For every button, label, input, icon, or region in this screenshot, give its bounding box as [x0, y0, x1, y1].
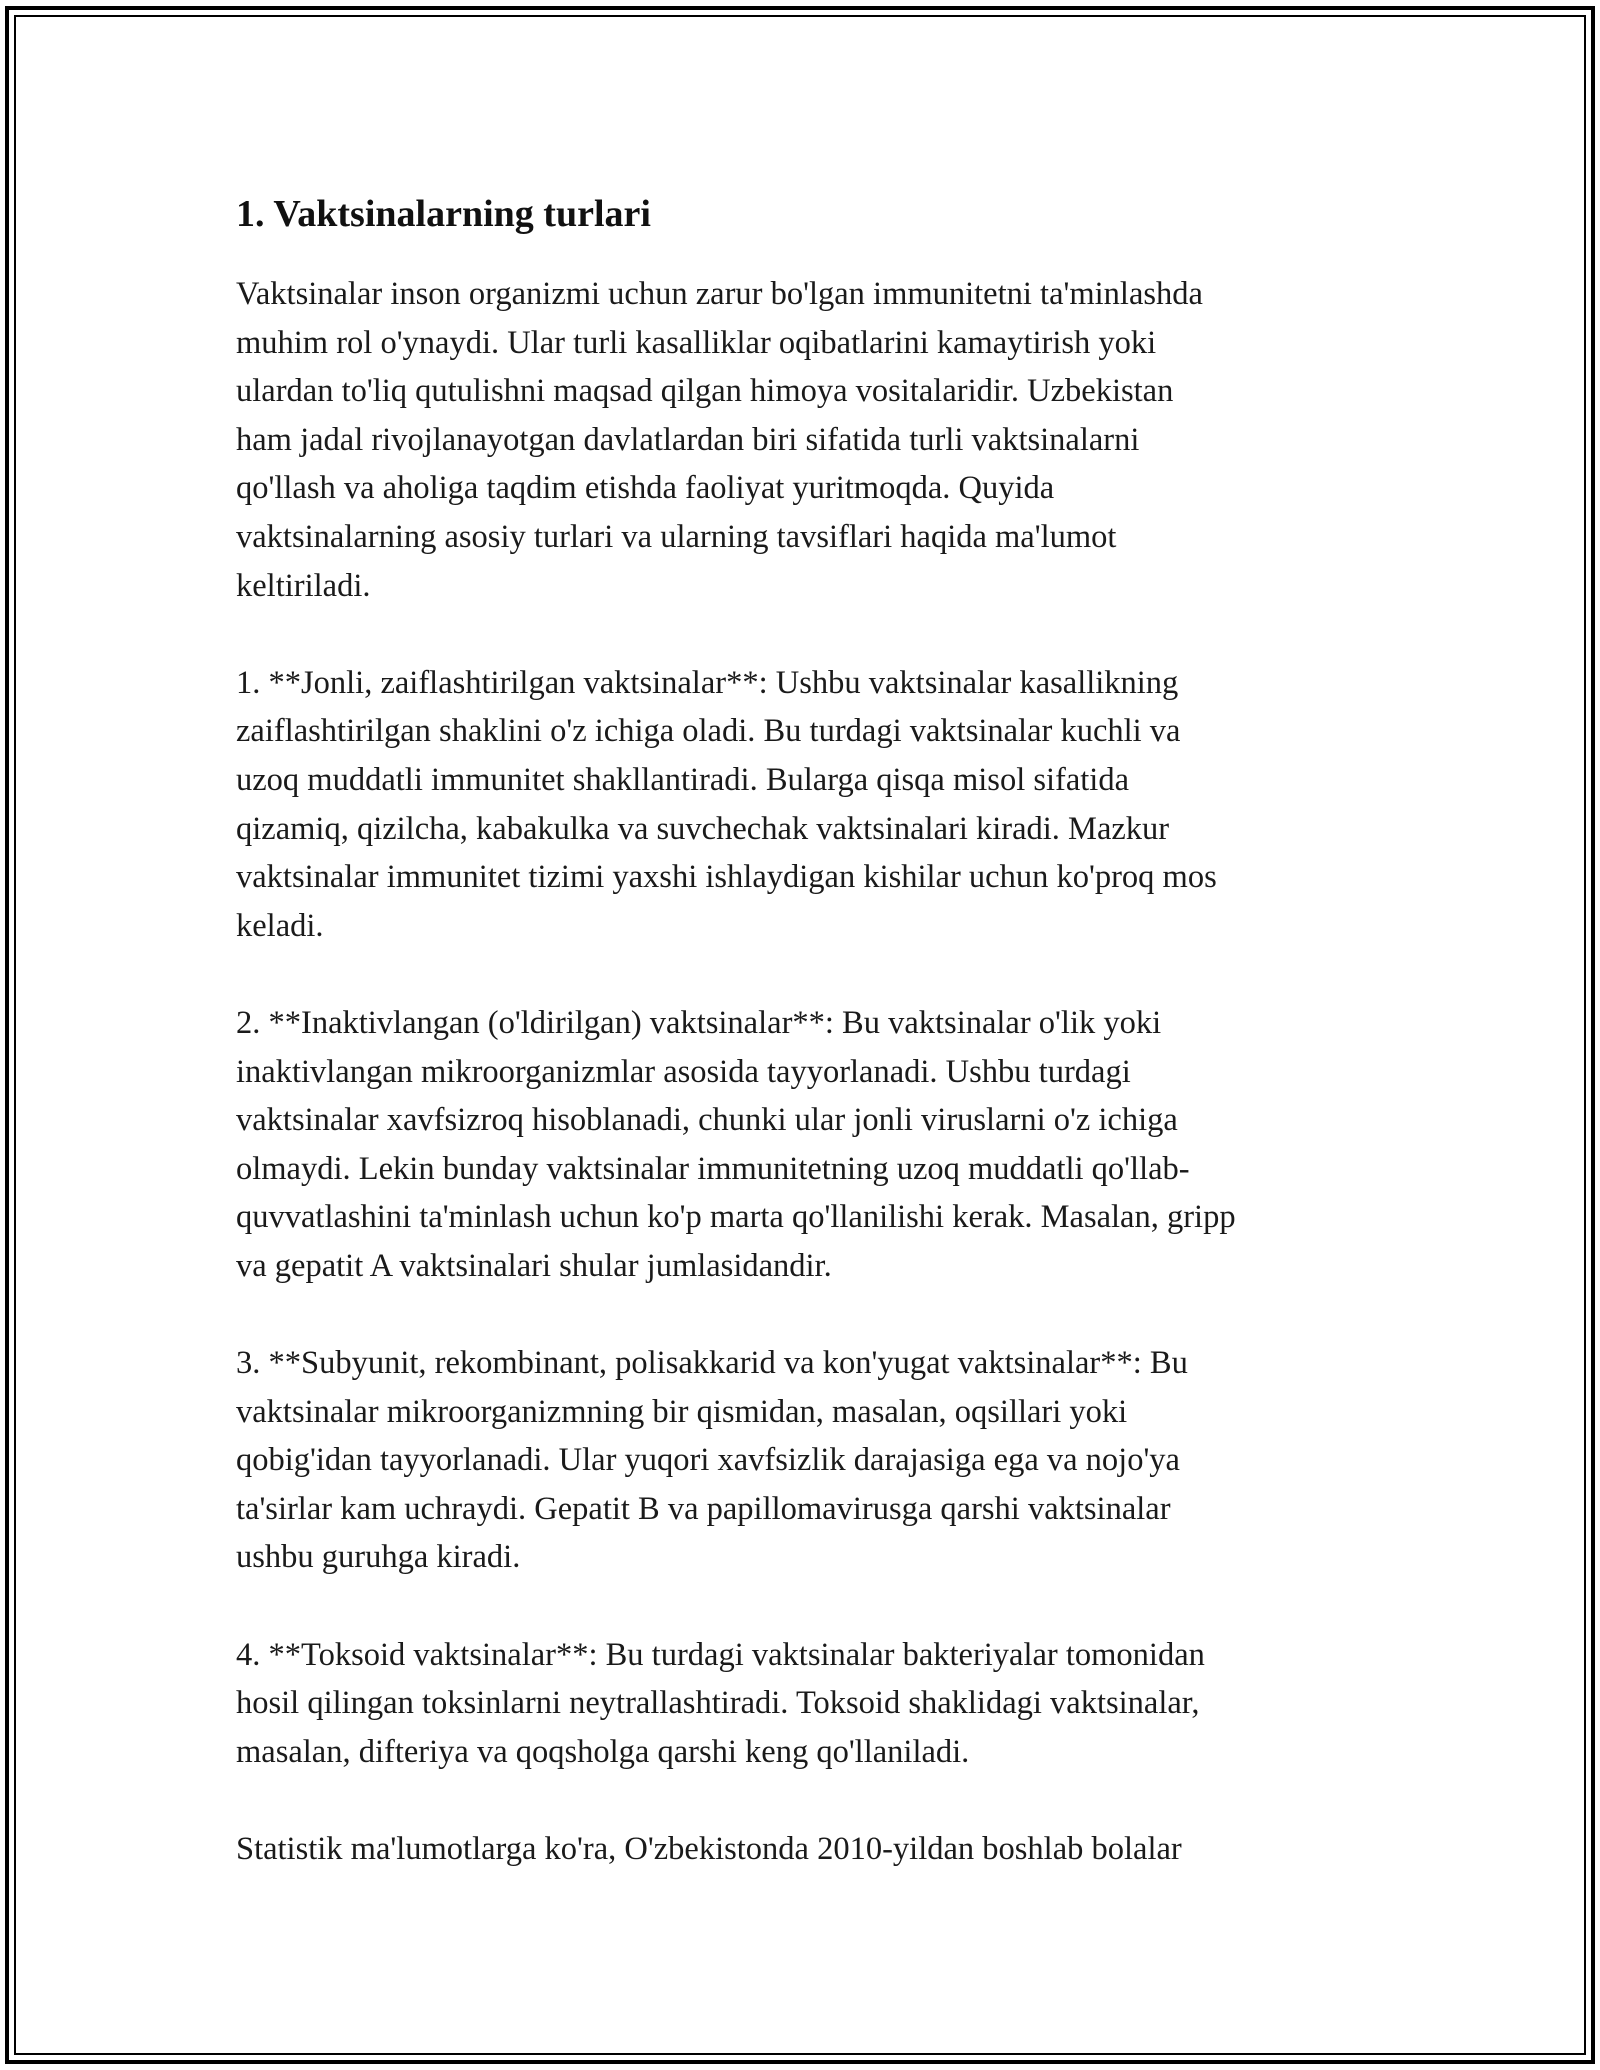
section-heading: 1. Vaktsinalarning turlari	[236, 193, 651, 235]
document-body	[236, 188, 1386, 1922]
list-item-toxoid-vaccines: 4. **Toksoid vaktsinalar**: Bu turdagi vaktsinalar bakteriyalar tomonidan hosil qilingan toksinlarni neytrallashtiradi. Toksoid shaklidagi vaktsinalar, masalan, difteriya va qoqsholga qarshi keng qo'llaniladi.	[236, 1636, 1205, 1770]
statistics-paragraph: Statistik ma'lumotlarga ko'ra, O'zbekistonda 2010-yildan boshlab bolalar	[236, 1831, 1182, 1867]
intro-paragraph: Vaktsinalar inson organizmi uchun zarur bo'lgan immunitetni ta'minlashda muhim rol o'ynaydi. Ular turli kasalliklar oqibatlarini kamaytirish yoki ulardan to'liq qutulishni maqsad qilgan himoya vositalaridir. Uzbekistan ham jadal rivojlanayotgan davlatlardan biri sifatida turli vaktsinalarni qo'llash va aholiga taqdim etishda faoliyat yuritmoqda. Quyida vaktsinalarning asosiy turlari va ularning tavsiflari haqida ma'lumot keltiriladi.	[236, 276, 1203, 604]
list-item-inactivated-vaccines: 2. **Inaktivlangan (o'ldirilgan) vaktsinalar**: Bu vaktsinalar o'lik yoki inaktivlangan mikroorganizmlar asosida tayyorlanadi. Ushbu turdagi vaktsinalar xavfsizroq hisoblanadi, chunki ular jonli viruslarni o'z ichiga olmaydi. Lekin bunday vaktsinalar immunitetning uzoq muddatli qo'llab- quvvatlashini ta'minlash uchun ko'p marta qo'llanilishi kerak. Masalan, gripp va gepatit A vaktsinalari shular jumlasidandir.	[236, 1004, 1236, 1284]
list-item-subunit-vaccines: 3. **Subyunit, rekombinant, polisakkarid va kon'yugat vaktsinalar**: Bu vaktsinalar mikroorganizmning bir qismidan, masalan, oqsillari yoki qobig'idan tayyorlanadi. Ular yuqori xavfsizlik darajasiga ega va nojo'ya ta'sirlar kam uchraydi. Gepatit B va papillomavirusga qarshi vaktsinalar ushbu guruhga kiradi.	[236, 1345, 1188, 1576]
list-item-live-vaccines: 1. **Jonli, zaiflashtirilgan vaktsinalar**: Ushbu vaktsinalar kasallikning zaiflashtirilgan shaklini o'z ichiga oladi. Bu turdagi vaktsinalar kuchli va uzoq muddatli immunitet shakllantiradi. Bularga qisqa misol sifatida qizamiq, qizilcha, kabakulka va suvchechak vaktsinalari kiradi. Mazkur vaktsinalar immunitet tizimi yaxshi ishlaydigan kishilar uchun ko'proq mos keladi.	[236, 664, 1217, 944]
